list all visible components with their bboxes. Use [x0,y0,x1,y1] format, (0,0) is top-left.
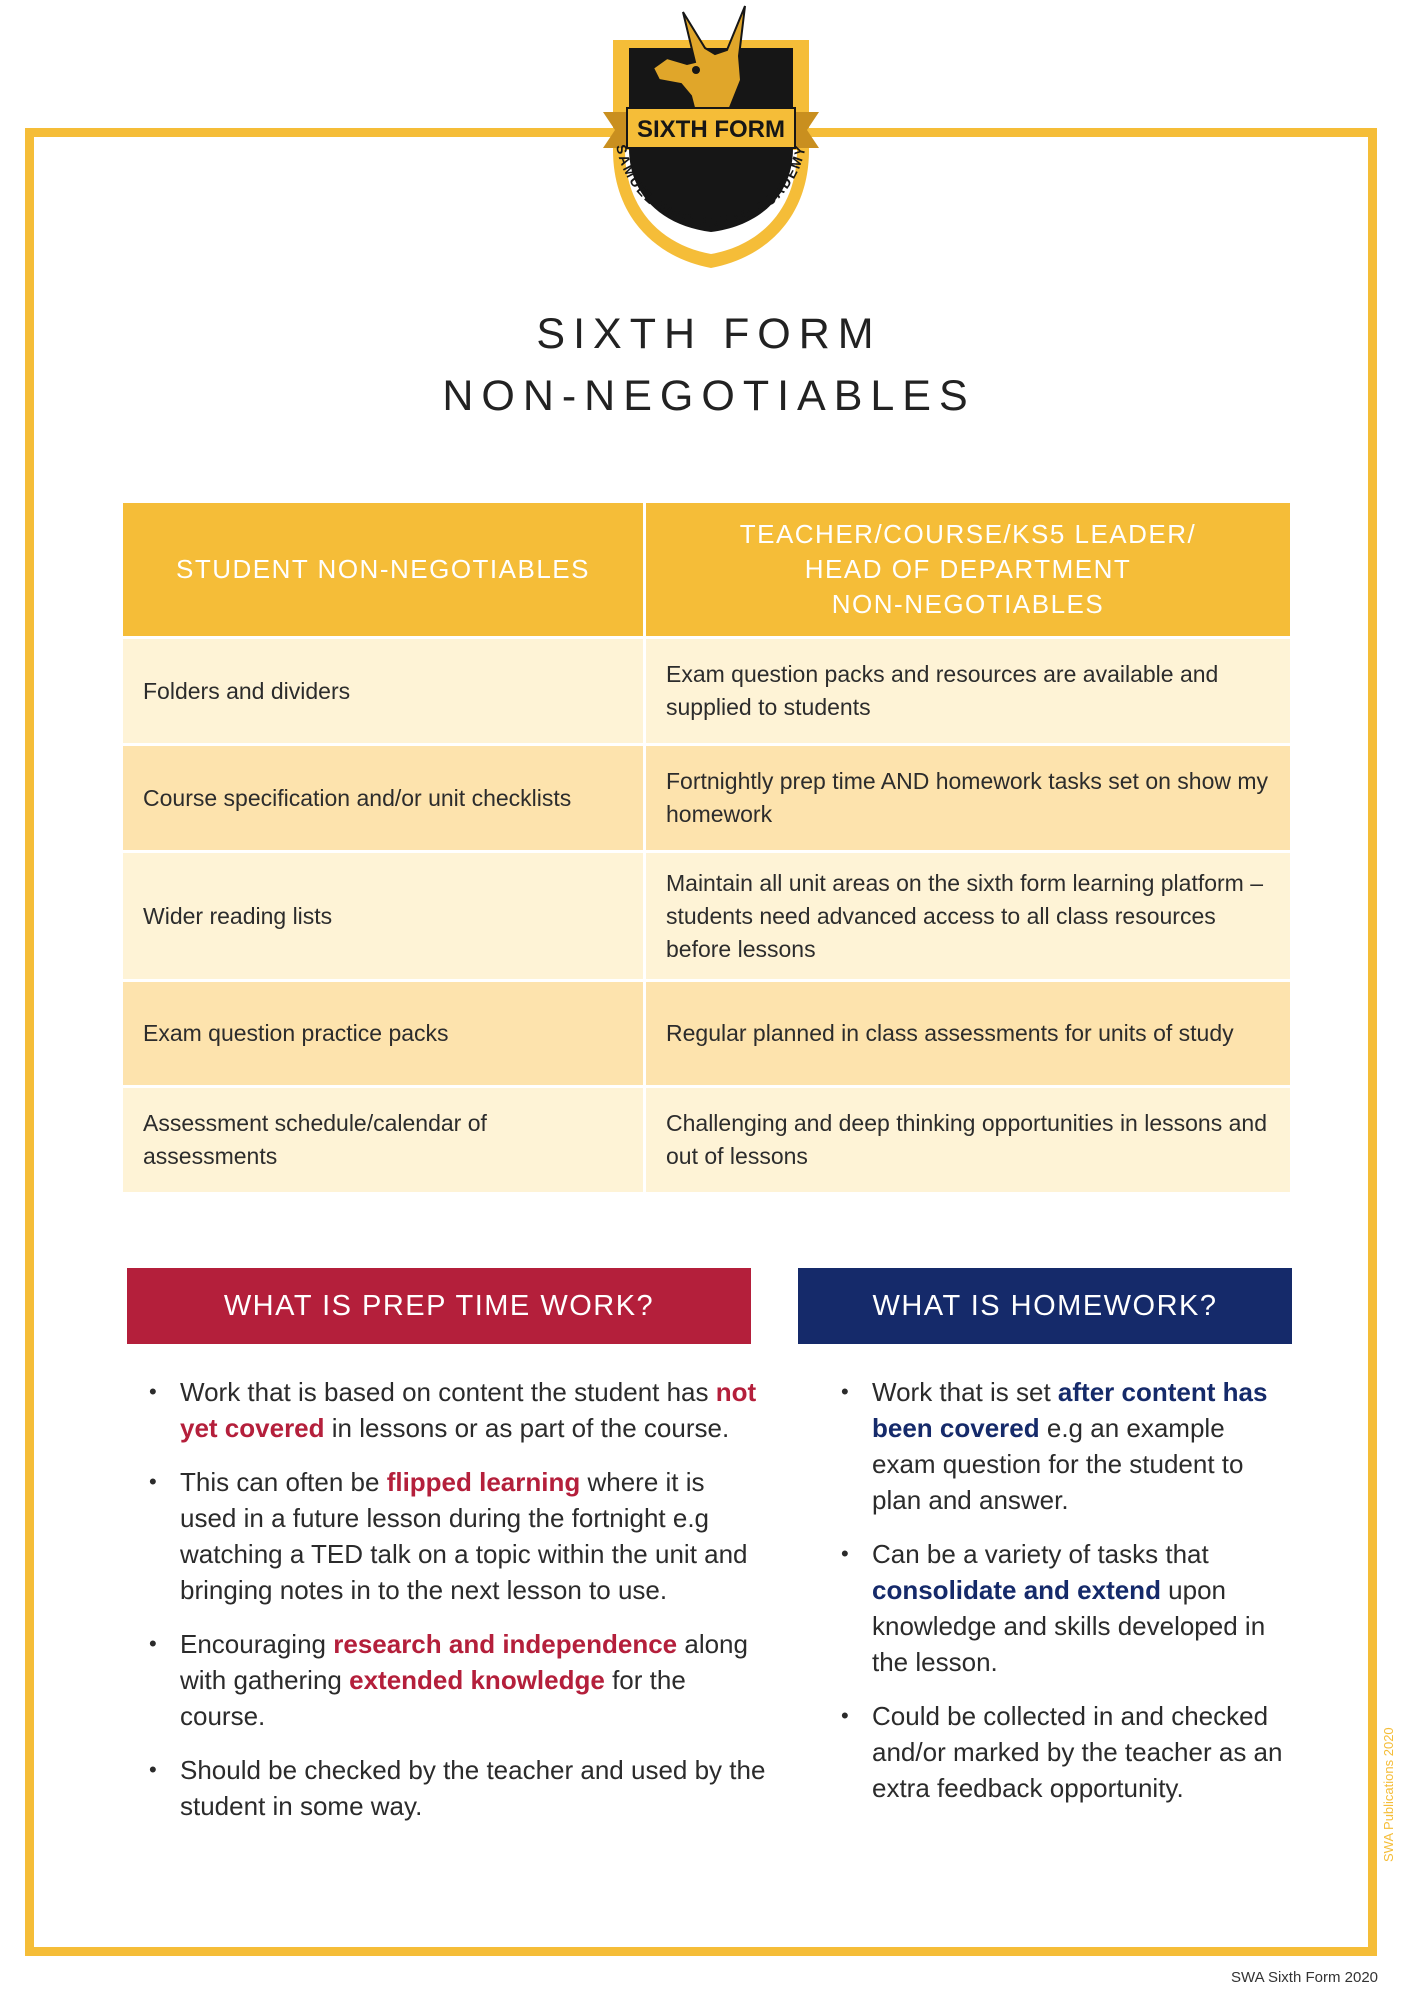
teacher-cell: Fortnightly prep time AND homework tasks set on show my homework [646,746,1290,850]
teacher-cell: Challenging and deep thinking opportunities in lessons and out of lessons [646,1088,1290,1192]
table-row [123,1088,1290,1195]
student-cell: Exam question practice packs [123,982,646,1085]
bullet-text: This can often be [180,1467,387,1497]
bullet-text: for the course. [180,1665,686,1731]
bullet-item [829,1536,1289,1680]
prep-time-heading: WHAT IS PREP TIME WORK? [127,1268,751,1344]
bullet-text: Should be checked by the teacher and used by the student in some way. [180,1755,766,1821]
bullet-text: e.g an example exam question for the student to plan and answer. [872,1413,1244,1515]
bullet-dot-icon: • [149,1469,157,1494]
table-row [123,982,1290,1088]
bullet-text: where it is used in a future lesson during the fortnight e.g watching a TED talk on a topic within the unit and bringing notes in to the next lesson to use. [180,1467,748,1605]
highlighted-text: after content has been covered [872,1377,1268,1443]
student-cell: Folders and dividers [123,639,646,743]
teacher-header-line: HEAD OF DEPARTMENT [804,554,1132,584]
bullet-item [829,1374,1289,1518]
highlighted-text: extended knowledge [349,1665,605,1695]
student-cell: Wider reading lists [123,853,646,979]
bullet-dot-icon: • [841,1703,849,1728]
highlighted-text: research and independence [333,1629,678,1659]
bullet-dot-icon: • [149,1379,157,1404]
teacher-header-line: TEACHER/COURSE/KS5 LEADER/ [739,519,1197,549]
bullet-dot-icon: • [841,1379,849,1404]
non-negotiables-table [123,503,1290,1195]
page-footer: SWA Sixth Form 2020 [1231,1969,1378,1986]
bullet-dot-icon: • [149,1631,157,1656]
homework-bullet-list [829,1374,1289,1824]
page-title-line-2: NON-NEGOTIABLES [442,372,976,420]
bullet-item [137,1374,767,1446]
page-title-line-1: SIXTH FORM [536,310,882,358]
bullet-item [137,1752,767,1824]
bullet-text: Work that is set [872,1377,1058,1407]
student-column-header: STUDENT NON-NEGOTIABLES [123,503,646,636]
student-cell: Assessment schedule/calendar of assessments [123,1088,646,1192]
side-publication-credit: SWA Publications 2020 [1381,1727,1396,1862]
highlighted-text: not yet covered [180,1377,757,1443]
bullet-text: along with gathering [180,1629,748,1695]
student-cell: Course specification and/or unit checklists [123,746,646,850]
teacher-cell: Exam question packs and resources are available and supplied to students [646,639,1290,743]
teacher-header-line: NON-NEGOTIABLES [831,589,1105,619]
prep-time-bullet-list [137,1374,767,1842]
table-row [123,746,1290,853]
bullet-item [137,1464,767,1608]
bullet-item [137,1626,767,1734]
academy-crest-logo [555,0,867,276]
bullet-text: in lessons or as part of the course. [324,1413,730,1443]
highlighted-text: flipped learning [386,1467,581,1497]
crest-ring-text: SAMUEL WHITBREAD ACADEMY [613,142,809,230]
table-header-row [123,503,1290,639]
bullet-item [829,1698,1289,1806]
table-row [123,639,1290,746]
bullet-text: Can be a variety of tasks that [872,1539,1209,1569]
bullet-dot-icon: • [841,1541,849,1566]
teacher-column-header [646,503,1290,636]
homework-heading: WHAT IS HOMEWORK? [798,1268,1292,1344]
table-row [123,853,1290,982]
crest-banner-text: SIXTH FORM [637,116,785,143]
teacher-cell: Maintain all unit areas on the sixth form learning platform – students need advanced access to all class resources before lessons [646,853,1290,979]
teacher-cell: Regular planned in class assessments for units of study [646,982,1290,1085]
bullet-text: upon knowledge and skills developed in the lesson. [872,1575,1266,1677]
bullet-text: Work that is based on content the student has [180,1377,716,1407]
bullet-text: Encouraging [180,1629,334,1659]
highlighted-text: consolidate and extend [872,1575,1161,1605]
bullet-text: Could be collected in and checked and/or marked by the teacher as an extra feedback opportunity. [872,1701,1283,1803]
bullet-dot-icon: • [149,1757,157,1782]
